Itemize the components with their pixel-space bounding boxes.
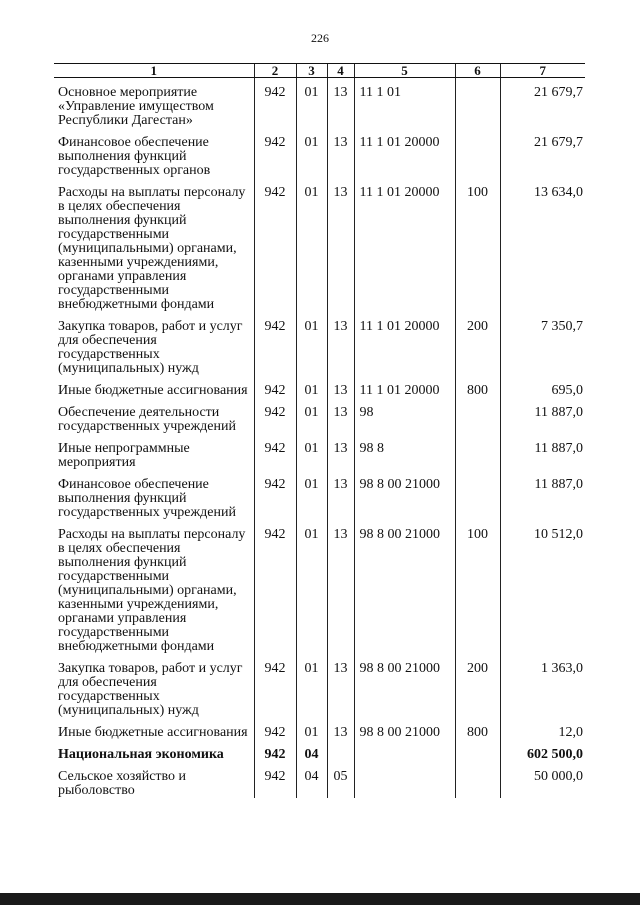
expense-type-code <box>455 434 500 470</box>
target-article-code <box>354 740 455 762</box>
amount: 602 500,0 <box>500 740 585 762</box>
amount: 7 350,7 <box>500 312 585 376</box>
expense-type-code <box>455 762 500 798</box>
expense-name: Иные бюджетные ассигнования <box>58 725 248 740</box>
header-row <box>54 64 585 78</box>
subsection-code: 13 <box>327 178 354 312</box>
table-row <box>54 78 585 129</box>
header-cell: 2 <box>254 64 296 78</box>
ministry-code: 942 <box>254 128 296 178</box>
amount: 13 634,0 <box>500 178 585 312</box>
subsection-code: 13 <box>327 128 354 178</box>
amount: 10 512,0 <box>500 520 585 654</box>
table-row <box>54 128 585 178</box>
target-article-code: 98 8 00 21000 <box>354 470 455 520</box>
amount: 50 000,0 <box>500 762 585 798</box>
section-code: 04 <box>296 740 327 762</box>
subsection-code: 13 <box>327 78 354 129</box>
expense-type-code: 200 <box>455 312 500 376</box>
expense-name: Финансовое обеспечение выполнения функций государственных органов <box>58 135 211 178</box>
expense-type-code <box>455 78 500 129</box>
amount: 11 887,0 <box>500 398 585 434</box>
target-article-code: 11 1 01 20000 <box>354 312 455 376</box>
expense-type-code <box>455 128 500 178</box>
expense-type-code: 200 <box>455 654 500 718</box>
ministry-code: 942 <box>254 470 296 520</box>
expense-type-code <box>455 740 500 762</box>
expense-type-code: 800 <box>455 376 500 398</box>
ministry-code: 942 <box>254 740 296 762</box>
table-row <box>54 740 585 762</box>
page-number: 226 <box>311 31 329 45</box>
expense-name: Закупка товаров, работ и услуг для обеспечения государственных (муниципальных) нужд <box>58 319 243 376</box>
table-row <box>54 376 585 398</box>
target-article-code: 11 1 01 20000 <box>354 128 455 178</box>
subsection-code: 13 <box>327 376 354 398</box>
section-code: 01 <box>296 398 327 434</box>
amount: 12,0 <box>500 718 585 740</box>
target-article-code: 98 8 00 21000 <box>354 520 455 654</box>
header-cell: 7 <box>500 64 585 78</box>
target-article-code: 11 1 01 20000 <box>354 178 455 312</box>
amount: 695,0 <box>500 376 585 398</box>
subsection-code: 13 <box>327 398 354 434</box>
table-row <box>54 178 585 312</box>
subsection-code <box>327 740 354 762</box>
ministry-code: 942 <box>254 762 296 798</box>
ministry-code: 942 <box>254 178 296 312</box>
table-body <box>54 78 585 799</box>
target-article-code: 98 <box>354 398 455 434</box>
target-article-code: 11 1 01 20000 <box>354 376 455 398</box>
subsection-code: 13 <box>327 434 354 470</box>
ministry-code: 942 <box>254 520 296 654</box>
table-row <box>54 718 585 740</box>
header-cell: 5 <box>354 64 455 78</box>
expense-name: Закупка товаров, работ и услуг для обеспечения государственных (муниципальных) нужд <box>58 661 243 718</box>
target-article-code <box>354 762 455 798</box>
header-cell: 6 <box>455 64 500 78</box>
ministry-code: 942 <box>254 398 296 434</box>
expense-type-code: 100 <box>455 178 500 312</box>
scan-edge-bar <box>0 893 640 905</box>
table-row <box>54 520 585 654</box>
header-cell: 4 <box>327 64 354 78</box>
expense-type-code <box>455 470 500 520</box>
subsection-code: 05 <box>327 762 354 798</box>
expense-name: Обеспечение деятельности государственных учреждений <box>58 405 236 434</box>
header-cell: 1 <box>54 64 254 78</box>
table-row <box>54 654 585 718</box>
expense-name: Расходы на выплаты персоналу в целях обеспечения выполнения функций государственными (муниципальными) органами, казенными учреждениями, органами управления государственными внебюджетными фондами <box>58 185 246 312</box>
target-article-code: 11 1 01 <box>354 78 455 129</box>
subsection-code: 13 <box>327 520 354 654</box>
subsection-code: 13 <box>327 470 354 520</box>
expense-name: Сельское хозяйство и рыболовство <box>58 769 187 798</box>
ministry-code: 942 <box>254 78 296 129</box>
expense-type-code: 100 <box>455 520 500 654</box>
expense-type-code: 800 <box>455 718 500 740</box>
budget-table <box>54 63 585 798</box>
expense-name: Иные непрограммные мероприятия <box>58 441 190 470</box>
target-article-code: 98 8 00 21000 <box>354 654 455 718</box>
ministry-code: 942 <box>254 654 296 718</box>
section-code: 01 <box>296 178 327 312</box>
section-code: 01 <box>296 520 327 654</box>
section-code: 01 <box>296 434 327 470</box>
table-row <box>54 470 585 520</box>
expense-name: Расходы на выплаты персоналу в целях обеспечения выполнения функций государственными (муниципальными) органами, казенными учреждениями, органами управления государственными внебюджетными фондами <box>58 527 246 654</box>
table-row <box>54 398 585 434</box>
section-code: 01 <box>296 376 327 398</box>
section-code: 01 <box>296 470 327 520</box>
expense-name: Финансовое обеспечение выполнения функций государственных учреждений <box>58 477 236 520</box>
amount: 21 679,7 <box>500 128 585 178</box>
section-code: 01 <box>296 78 327 129</box>
expense-name: Основное мероприятие «Управление имуществом Республики Дагестан» <box>58 85 214 128</box>
table-row <box>54 434 585 470</box>
amount: 11 887,0 <box>500 434 585 470</box>
expense-type-code <box>455 398 500 434</box>
subsection-code: 13 <box>327 654 354 718</box>
amount: 11 887,0 <box>500 470 585 520</box>
section-code: 04 <box>296 762 327 798</box>
section-code: 01 <box>296 654 327 718</box>
expense-name: Иные бюджетные ассигнования <box>58 383 248 398</box>
ministry-code: 942 <box>254 718 296 740</box>
table-row <box>54 312 585 376</box>
table-row <box>54 762 585 798</box>
amount: 21 679,7 <box>500 78 585 129</box>
ministry-code: 942 <box>254 376 296 398</box>
ministry-code: 942 <box>254 434 296 470</box>
header-cell: 3 <box>296 64 327 78</box>
section-code: 01 <box>296 312 327 376</box>
section-code: 01 <box>296 128 327 178</box>
target-article-code: 98 8 <box>354 434 455 470</box>
subsection-code: 13 <box>327 312 354 376</box>
section-code: 01 <box>296 718 327 740</box>
ministry-code: 942 <box>254 312 296 376</box>
subsection-code: 13 <box>327 718 354 740</box>
amount: 1 363,0 <box>500 654 585 718</box>
expense-name: Национальная экономика <box>58 747 224 762</box>
target-article-code: 98 8 00 21000 <box>354 718 455 740</box>
